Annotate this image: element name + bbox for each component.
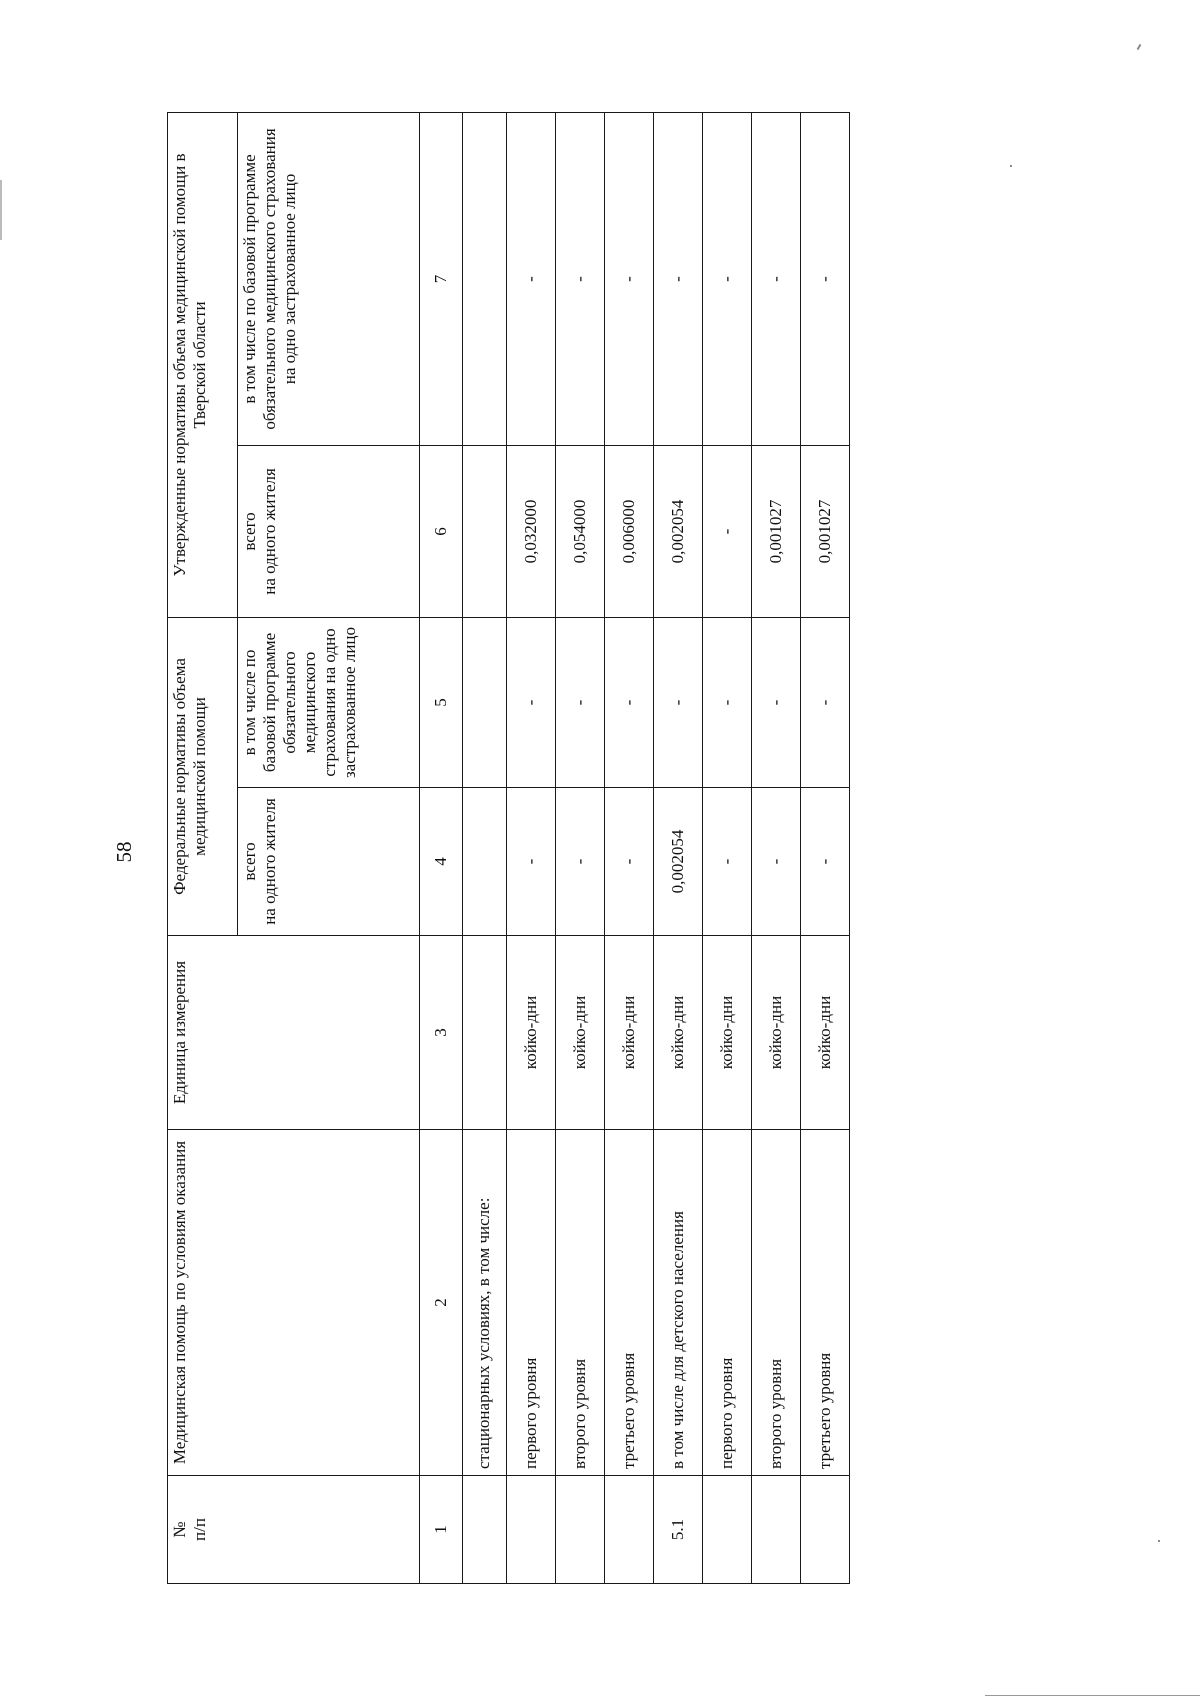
- header-federal-total: [238, 788, 420, 936]
- col-number: 3: [420, 936, 463, 1130]
- section-empty-cell: [463, 936, 507, 1130]
- row-num: [703, 1476, 752, 1584]
- row-fed-total: -: [752, 788, 801, 936]
- scan-speck: [0, 180, 2, 240]
- row-unit: койко-дни: [556, 936, 605, 1130]
- row-name: третьего уровня: [605, 1130, 654, 1476]
- scan-speck: [1137, 44, 1142, 50]
- row-num: [801, 1476, 850, 1584]
- table-row: [801, 112, 850, 1583]
- header-regional-total: [238, 445, 420, 617]
- row-reg-oms: -: [605, 112, 654, 445]
- section-empty-cell: [463, 617, 507, 787]
- row-name: второго уровня: [556, 1130, 605, 1476]
- row-fed-oms: -: [507, 617, 556, 787]
- row-reg-oms: -: [703, 112, 752, 445]
- row-unit: койко-дни: [654, 936, 703, 1130]
- rotated-table-container: [167, 113, 834, 1584]
- row-fed-total: -: [605, 788, 654, 936]
- row-fed-total: -: [703, 788, 752, 936]
- header-federal-group: Федеральные нормативы объема медицинской помощи: [168, 617, 238, 935]
- column-numbers-row: [420, 112, 463, 1583]
- row-unit: койко-дни: [801, 936, 850, 1130]
- section-empty-cell: [463, 445, 507, 617]
- row-reg-total: 0,054000: [556, 445, 605, 617]
- header-num-text: № п/п: [170, 1518, 210, 1541]
- section-num-cell: [463, 1476, 507, 1584]
- table-row: [654, 112, 703, 1583]
- header-num: [168, 1476, 420, 1584]
- table-row: [703, 112, 752, 1583]
- row-unit: койко-дни: [752, 936, 801, 1130]
- row-fed-oms: -: [556, 617, 605, 787]
- table-frame: [167, 113, 834, 1584]
- row-unit: койко-дни: [605, 936, 654, 1130]
- row-reg-oms: -: [507, 112, 556, 445]
- section-row: [463, 112, 507, 1583]
- row-fed-oms: -: [801, 617, 850, 787]
- row-num: [605, 1476, 654, 1584]
- row-reg-total: 0,002054: [654, 445, 703, 617]
- row-unit: койко-дни: [703, 936, 752, 1130]
- row-reg-total: 0,032000: [507, 445, 556, 617]
- header-regional-group: Утвержденные нормативы объема медицинской помощи в Тверской области: [168, 112, 238, 617]
- section-label: стационарных условиях, в том числе:: [463, 1130, 507, 1476]
- row-fed-oms: -: [752, 617, 801, 787]
- row-num: [556, 1476, 605, 1584]
- row-fed-total: -: [507, 788, 556, 936]
- col-number: 4: [420, 788, 463, 936]
- col-number: 2: [420, 1130, 463, 1476]
- table-row: [507, 112, 556, 1583]
- row-reg-oms: -: [752, 112, 801, 445]
- row-fed-total: -: [556, 788, 605, 936]
- row-num: 5.1: [654, 1476, 703, 1584]
- page-number: 58: [111, 841, 136, 863]
- row-reg-oms: -: [654, 112, 703, 445]
- scan-speck: [1010, 165, 1012, 167]
- row-num: [752, 1476, 801, 1584]
- row-fed-total: 0,002054: [654, 788, 703, 936]
- section-empty-cell: [463, 112, 507, 445]
- section-empty-cell: [463, 788, 507, 936]
- col-number: 7: [420, 112, 463, 445]
- row-reg-oms: -: [801, 112, 850, 445]
- table-row: [752, 112, 801, 1583]
- row-fed-total: -: [801, 788, 850, 936]
- header-regional-total-text: всего на одного жителя: [240, 468, 280, 595]
- scan-speck: [1158, 1540, 1160, 1542]
- row-name: первого уровня: [507, 1130, 556, 1476]
- row-reg-total: 0,001027: [752, 445, 801, 617]
- header-federal-oms: в том числе по базовой программе обязательного медицинского страхования на одно застрахованное лицо: [238, 617, 420, 787]
- row-name: первого уровня: [703, 1130, 752, 1476]
- header-unit: Единица измерения: [168, 936, 420, 1130]
- col-number: 5: [420, 617, 463, 787]
- row-reg-total: -: [703, 445, 752, 617]
- col-number: 1: [420, 1476, 463, 1584]
- header-care: Медицинская помощь по условиям оказания: [168, 1130, 420, 1476]
- row-unit: койко-дни: [507, 936, 556, 1130]
- row-reg-total: 0,001027: [801, 445, 850, 617]
- row-fed-oms: -: [605, 617, 654, 787]
- header-regional-oms: в том числе по базовой программе обязательного медицинского страхования на одно застрахованное лицо: [238, 112, 420, 445]
- row-name: в том числе для детского населения: [654, 1130, 703, 1476]
- table-row: [556, 112, 605, 1583]
- row-reg-oms: -: [556, 112, 605, 445]
- norms-table: [167, 112, 850, 1584]
- table-row: [605, 112, 654, 1583]
- row-num: [507, 1476, 556, 1584]
- row-reg-total: 0,006000: [605, 445, 654, 617]
- row-name: второго уровня: [752, 1130, 801, 1476]
- row-name: третьего уровня: [801, 1130, 850, 1476]
- col-number: 6: [420, 445, 463, 617]
- row-fed-oms: -: [654, 617, 703, 787]
- header-federal-total-text: всего на одного жителя: [240, 798, 280, 925]
- row-fed-oms: -: [703, 617, 752, 787]
